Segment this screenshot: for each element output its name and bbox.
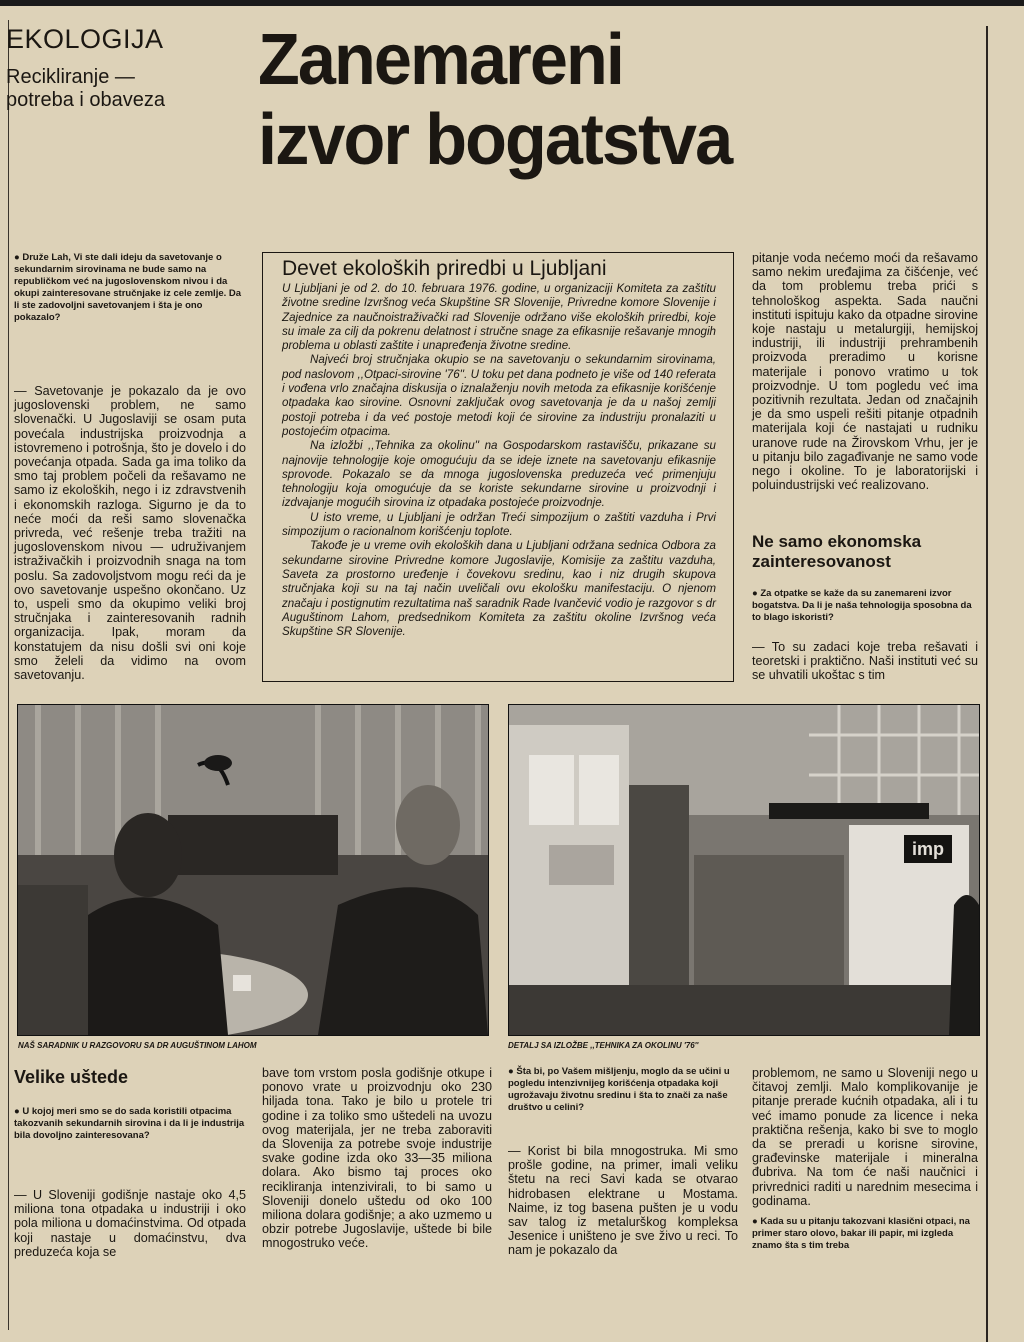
interview-photo-illustration bbox=[18, 705, 488, 1035]
exhibition-sign-text: imp bbox=[911, 839, 945, 859]
sidebar-box-text bbox=[282, 282, 716, 639]
box-paragraph: U isto vreme, u Ljubljani je održan Treći simpozijum o zaštiti vazduha i Prvi simpozijum o racionalnom korišćenju toplote. bbox=[282, 510, 716, 539]
headline-line-2: izvor bogatstva bbox=[258, 100, 732, 180]
photo-caption-1: NAŠ SARADNIK U RAZGOVORU SA DR AUGUŠTINOM LAHOM bbox=[18, 1041, 257, 1050]
right-margin-rule bbox=[986, 26, 988, 1342]
interview-question-4: ● Šta bi, po Vašem mišljenju, moglo da se učini u pogledu intenzivnijeg korišćenja otpadaka koji ugrožavaju životnu sredinu i šta to znači za naše društvo u celini? bbox=[508, 1066, 730, 1113]
interview-answer-3: — U Sloveniji godišnje nastaje oko 4,5 miliona tona otpadaka u industriji i oko pola miliona u domaćinstvima. Od otpada koji nastaje u domaćinstvu, dva preduzeća koja se bbox=[14, 1188, 246, 1259]
bottom-column-4: problemom, ne samo u Sloveniji nego u čitavoj zemlji. Malo komplikovanije je pitanje prerade kućnih otpadaka, ali i tu već imamo ponude za licence i neka praktična rešenja, kako bi sve to moglo da se preradi u korisne sirovine, građevinske materijale i mineralna đubriva. Na tom će naši naučnici i privrednici raditi u narednim mesecima i godinama. bbox=[752, 1066, 978, 1208]
bottom-column-2: bave tom vrstom posla godišnje otkupe i ponovo vrate u proizvodnju oko 230 hiljada tona. Tako je bilo u protele tri godine i za toliko smo uštedeli na uvozu ovog materijala, jer ne treba zaboraviti da Slovenija za potrebe svoje industrije svake godine izda oko 33—35 miliona dolara. Ako bismo taj proces oko recikliranja intenzivirali, to bi samo u Sloveniji donelo uštedu od oko 100 miliona dolara godišnje; a ako uzmemo u obzir potrebe Jugoslavije, uštede bi bile mnogostruko veće. bbox=[262, 1066, 492, 1251]
interview-question-1: ● Druže Lah, Vi ste dali ideju da savetovanje o sekundarnim sirovinama ne bude samo na republičkom već na jugoslovenskom nivou i da okupi zainteresovane stručnjake iz cele zemlje. Da li ste zadovoljni savetovanjem i šta je ono pokazalo? bbox=[14, 252, 242, 323]
interview-question-5: ● Kada su u pitanju takozvani klasični otpaci, na primer staro olovo, bakar ili papir, mi izgleda znamo šta s tim treba bbox=[752, 1216, 970, 1251]
kicker-line-2: potreba i obaveza bbox=[6, 89, 166, 111]
interview-photo bbox=[17, 704, 489, 1036]
box-paragraph: U Ljubljani je od 2. do 10. februara 1976. godine, u organizaciji Komiteta za zaštitu životne sredine Izvršnog veća Skupštine SR Slovenije, Privredne komore Slovenije i Zajednice za naučnoistraživački rad Slovenije održano više ekoloških priredbi, koje su imale za cilj da pokrenu delatnost i stručne snage za efikasnije rešavanje mnogih problema u oblasti zaštite i unapređenja životne sredine. bbox=[282, 282, 716, 353]
kicker-line-1: Recikliranje — bbox=[6, 66, 135, 88]
interview-question-2: ● Za otpatke se kaže da su zanemareni izvor bogatstva. Da li je naša tehnologija sposobna da to blago iskoristi? bbox=[752, 588, 972, 623]
interview-answer-2: — To su zadaci koje treba rešavati i teoretski i praktično. Naši instituti već su se uhvatili ukoštac s tim bbox=[752, 640, 978, 683]
box-paragraph: Takođe je u vreme ovih ekoloških dana u Ljubljani održana sednica Odbora za sekundarne sirovine Privredne komore Jugoslavije, Komisije za zaštitu vazduha, Saveta za prostorno uređenje i čovekovu sredinu, kao i niz drugih skupova stručnjaka koji su na taj način uveličali ovu ekološku manifestaciju. O njenom značaju i postignutim rezultatima naš saradnik Rade Ivančević vodio je razgovor s dr Auguštinom Lahom, predsednikom Komiteta za zaštitu okoline Izvršnog veća Skupštine SR Slovenije. bbox=[282, 539, 716, 639]
interview-answer-1: — Savetovanje je pokazalo da je ovo jugoslovenski problem, ne samo slovenački. U Jugoslaviji se osam puta povećala industrijska proizvodnja a istovremeno i potrošnja, što je dovelo i do povećanja otpada. Sada ga ima toliko da smo taj problem počeli da rešavamo ne samo iz ekoloških, nego i iz zdravstvenih i ekonomskih razloga. Sigurno je da to neće moći da reši samo slovenačka privreda, već rešenje treba tražiti na jugoslovenskom nivou — udruživanjem istraživačkih i proizvodnih snaga na tom poslu. Sa zadovoljstvom mogu reći da je ovo savetovanje uspešno okončano. Uz to, uspeli smo da okupimo veliki broj stručnjaka i zainteresovanih radnih organizacija. Ipak, moram da konstatujem da nisu došli svi oni koje smo želeli da vidimo na ovom savetovanju. bbox=[14, 384, 246, 683]
box-paragraph: Na izložbi ,,Tehnika za okolinu'' na Gospodarskom rastavišču, prikazane su najnovije tehnologije koje omogućuju da se ideje iznete na savetovanju efikasnije sprovode. Pokazalo se da mnoga jugoslovenska preduzeća već primenjuju tehnologiju koja omogućuje da se koriste sekundarne sirovine u proizvodnji i izdvajanje mogućih sirovina iz otpadaka postojeće proizvodnje. bbox=[282, 439, 716, 510]
interview-answer-4: — Korist bi bila mnogostruka. Mi smo prošle godine, na primer, imali veliku štetu na reci Savi kada se otvarao hidrobasen elektrane u Mostama. Naime, iz tog basena pušten je u vodu sav talog iz metalurškog kompleksa Jesenice i uništeno je sve živo u reci. To nam je pokazalo da bbox=[508, 1144, 738, 1258]
left-margin-rule bbox=[8, 20, 9, 1330]
kicker bbox=[6, 66, 165, 112]
top-edge-bar bbox=[0, 0, 1024, 6]
photo-caption-2: DETALJ SA IZLOŽBE ,,TEHNIKA ZA OKOLINU '76'' bbox=[508, 1041, 699, 1050]
interview-question-3: ● U kojoj meri smo se do sada koristili otpacima takozvanih sekundarnih sirovina i da li je industrija bila dovoljno zainteresovana? bbox=[14, 1106, 245, 1141]
headline-line-1: Zanemareni bbox=[258, 20, 623, 100]
subheading: Ne samo ekonomska zainteresovanost bbox=[752, 532, 922, 571]
box-paragraph: Najveći broj stručnjaka okupio se na savetovanju o sekundarnim sirovinama, pod naslovom ,,Otpaci-sirovine '76''. U toku pet dana podneto je više od 140 referata i vođena vrlo značajna diskusija o iznalaženju novih metoda za efikasnije korišćenje otpadaka kao sirovine. Osnovni zaključak ovog savetovanja je da u našoj zemlji postoji potreba i da već postoje metodi koji će sirovine za industriju pronalaziti u postojećim otpacima. bbox=[282, 353, 716, 438]
sidebar-box-title: Devet ekoloških priredbi u Ljubljani bbox=[282, 257, 607, 280]
exhibition-photo bbox=[508, 704, 980, 1036]
exhibition-photo-illustration bbox=[509, 705, 979, 1035]
section-label: EKOLOGIJA bbox=[6, 24, 164, 54]
headline bbox=[258, 20, 752, 180]
bottom-subheading: Velike uštede bbox=[14, 1067, 129, 1087]
column-3-text: pitanje voda nećemo moći da rešavamo samo nekim uređajima za čišćenje, već da tom problemu treba prići s tehnološkog aspekta. Sada naučni instituti ispituju kako da otpadne sirovine koje nastaju u metalurgiji, hemijskoj industriji, ili industriji prehrambenih proizvoda preradimo u korisne materijale i ponovo vratimo u tok proizvodnje. U tom pogledu već ima pozitivnih rezultata. Jedan od značajnih je da smo uspeli rešiti pitanje otpadnih materijala koji će nastajati u rudniku uranove rude na Žirovskom Vrhu, jer je u pitanju bilo zagađivanje ne samo vode nego i okoline. To je laboratorijski i poluindustrijski već realizovano. bbox=[752, 251, 978, 493]
